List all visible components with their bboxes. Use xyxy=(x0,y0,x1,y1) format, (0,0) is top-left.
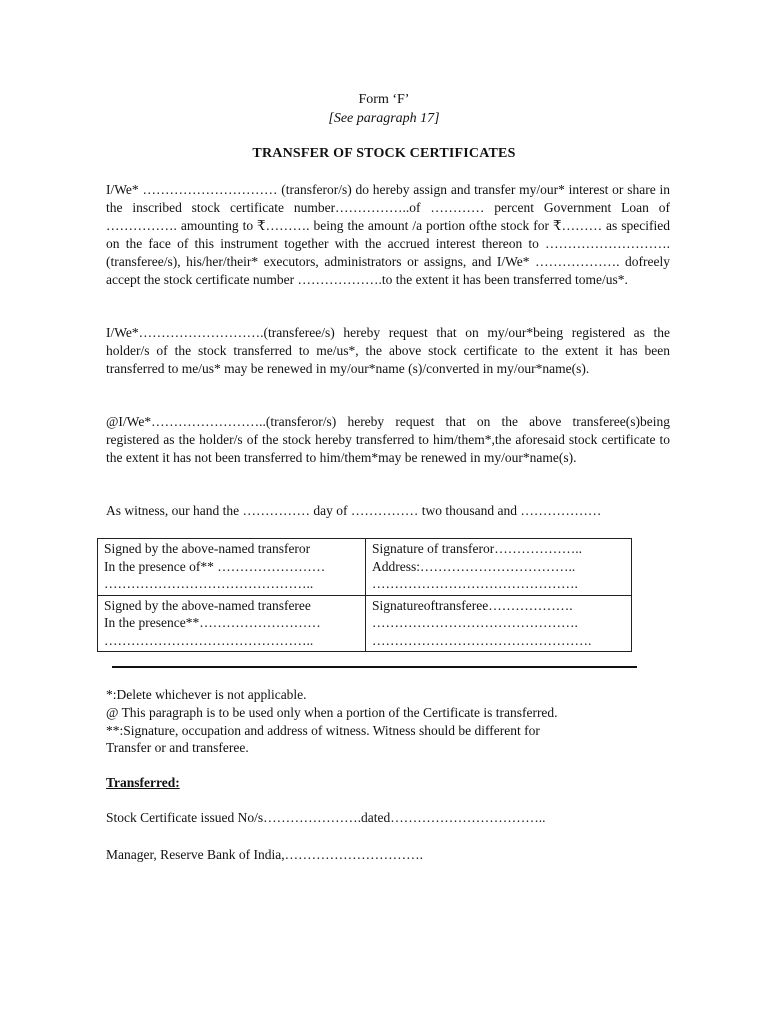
transferor-address-line-2: ………………………………………. xyxy=(372,576,578,591)
transferee-signature-line-2: ………………………………………. xyxy=(372,615,578,630)
transferor-signed-cell xyxy=(98,539,366,596)
see-paragraph-note: [See paragraph 17] xyxy=(328,111,440,126)
transferee-request-paragraph: I/We*……………………….(transferee/s) hereby request that on my/our*being registered as the holder/s of the stock transferred to me/us*, the above stock certificate to the extent it has been transferred to me/us* may be renewed in my/our*name (s)/converted in my/our*name(s). xyxy=(106,325,670,376)
footnotes xyxy=(106,686,670,757)
transferor-witness-line-2: ……………………………………….. xyxy=(104,576,314,591)
transferred-heading: Transferred: xyxy=(106,775,180,790)
transfer-declaration-paragraph: I/We* ………………………… (transferor/s) do hereby assign and transfer my/our* interest or share in the inscribed stock certificate number……………..of ………… percent Government Loan of ……………. amounting to ₹………. being the amount /a portion ofthe stock for ₹……… as specified on the face of this instrument together with the accrued interest thereon to ……………………….(transferee/s), his/her/their* executors, administrators or assigns, and I/We* ………………. dofreely accept the stock certificate number ……………….to the extent it has been transferred tome/us*. xyxy=(106,182,670,287)
transferor-row xyxy=(98,539,632,596)
signature-table xyxy=(97,538,632,652)
footnote-witness: **:Signature, occupation and address of witness. Witness should be different for xyxy=(106,722,540,738)
horizontal-divider xyxy=(112,666,637,668)
footnote-portion: @ This paragraph is to be used only when a portion of the Certificate is transferred. xyxy=(106,704,558,720)
transferee-witness-line-2: ……………………………………….. xyxy=(104,632,314,648)
transferee-witness-line: In the presence**……………………… xyxy=(104,615,321,630)
transferor-address-line: Address:…………………………….. xyxy=(372,558,576,574)
transferee-row xyxy=(98,595,632,652)
manager-signature-line: Manager, Reserve Bank of India,…………………………. xyxy=(106,847,424,862)
transferor-signed-label: Signed by the above-named transferor xyxy=(104,541,311,556)
stock-certificate-line: Stock Certificate issued No/s………………….dated…………………………….. xyxy=(106,810,546,825)
transferor-request-paragraph: @I/We*……………………..(transferor/s) hereby request that on the above transferee(s)being registered as the holder/s of the stock hereby transferred to him/them*,the aforesaid stock certificate to the extent it has not been transferred to him/them*may be renewed in my/our*name(s). xyxy=(106,414,670,465)
witness-line: As witness, our hand the …………… day of …………… two thousand and ……………… xyxy=(106,503,602,518)
transferee-signature-label: Signatureoftransferee………………. xyxy=(372,597,573,613)
transferor-signature-cell xyxy=(366,539,632,596)
transferee-signature-line-3: …………………………………………. xyxy=(372,632,592,648)
footnote-witness-cont: Transfer or and transferee. xyxy=(106,740,249,756)
form-title: Form ‘F’ xyxy=(358,92,410,107)
page-title: TRANSFER OF STOCK CERTIFICATES xyxy=(252,146,516,161)
transferee-signature-cell xyxy=(366,595,632,652)
transferor-witness-line: In the presence of** …………………… xyxy=(104,558,326,574)
footnote-delete: *:Delete whichever is not applicable. xyxy=(106,687,307,702)
transferee-signed-cell xyxy=(98,595,366,652)
transferor-signature-label: Signature of transferor……………….. xyxy=(372,541,582,556)
transferee-signed-label: Signed by the above-named transferee xyxy=(104,597,311,613)
